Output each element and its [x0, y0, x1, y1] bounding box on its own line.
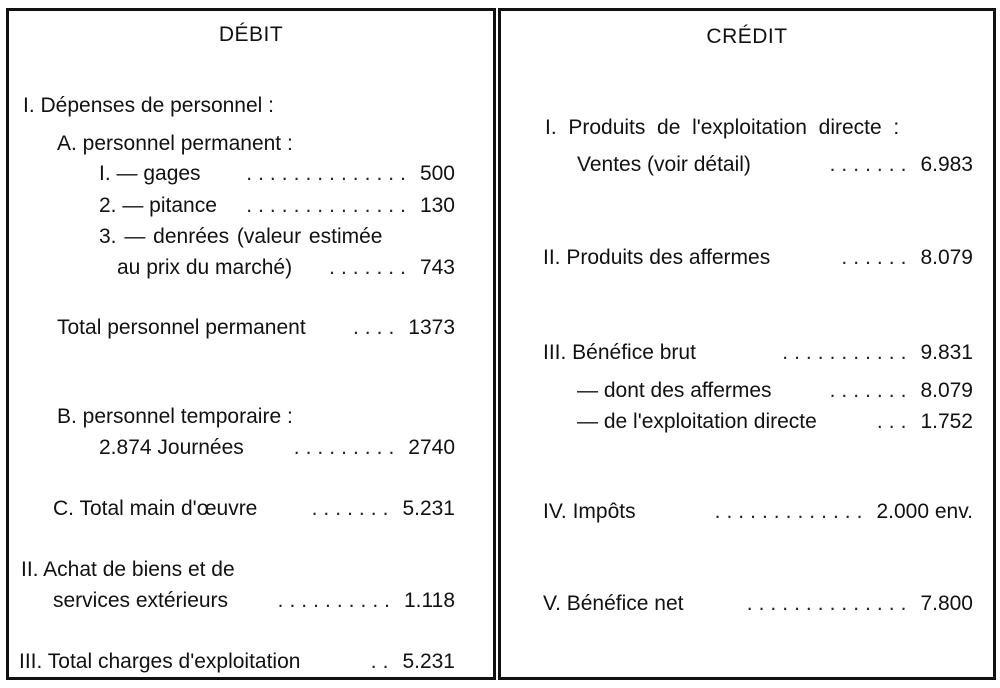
impots-value: 2.000 env. [876, 500, 973, 523]
ventes-label: Ventes (voir détail) [577, 153, 751, 176]
gages-value: 500 [419, 162, 455, 185]
exploitation-directe-row [577, 409, 973, 435]
journees-row [99, 435, 455, 461]
leader-dots: .............. [246, 162, 412, 185]
denrees-line: 3. — denrées (valeur estimée [99, 225, 383, 248]
denrees-row [117, 255, 455, 281]
external-purchases-line: II. Achat de biens et de [21, 558, 235, 581]
temporary-staff-title: B. personnel temporaire : [57, 405, 293, 428]
affermes-label: II. Produits des affermes [543, 246, 771, 269]
leader-dots: .......... [277, 589, 396, 612]
leader-dots: ....... [329, 256, 412, 279]
total-charges-label: III. Total charges d'exploitation [19, 650, 301, 673]
leader-dots: ....... [311, 497, 395, 520]
total-main-value: 5.231 [402, 497, 455, 520]
dont-affermes-value: 8.079 [920, 379, 973, 402]
services-label: services extérieurs [53, 589, 229, 612]
journees-label: 2.874 Journées [99, 436, 244, 459]
total-main-row [53, 496, 455, 522]
leader-dots: ...... [841, 246, 913, 269]
services-value: 1.118 [404, 589, 455, 612]
benefice-brut-row [543, 340, 973, 366]
services-row [53, 588, 455, 614]
leader-dots: .... [352, 316, 401, 339]
exploitation-directe-value: 1.752 [920, 410, 973, 433]
journees-value: 2740 [408, 436, 455, 459]
pitance-label: 2. — pitance [99, 194, 217, 217]
benefice-net-label: V. Bénéfice net [543, 592, 684, 615]
leader-dots: ........... [782, 341, 913, 364]
credit-header: CRÉDIT [706, 25, 788, 48]
leader-dots: .............. [246, 194, 412, 217]
leader-dots: ......... [293, 436, 401, 459]
dont-affermes-label: — dont des affermes [577, 379, 772, 402]
pitance-row [99, 193, 455, 219]
leader-dots: .. [370, 650, 395, 673]
leader-dots: ............. [714, 500, 869, 523]
direct-operations-title: I. Produits de l'exploitation directe : [545, 116, 900, 139]
benefice-brut-value: 9.831 [920, 341, 973, 364]
impots-row [543, 499, 973, 525]
affermes-value: 8.079 [920, 246, 973, 269]
total-charges-row [19, 649, 455, 675]
personnel-expenses-title: I. Dépenses de personnel : [23, 94, 274, 117]
gages-label: I. — gages [99, 162, 201, 185]
ventes-value: 6.983 [920, 153, 973, 176]
benefice-net-row [543, 591, 973, 617]
leader-dots: ....... [829, 379, 913, 402]
total-permanent-value: 1373 [408, 316, 455, 339]
total-main-label: C. Total main d'œuvre [53, 497, 258, 520]
gages-row [99, 161, 455, 187]
affermes-row [543, 245, 973, 271]
ventes-row [577, 152, 973, 178]
leader-dots: ... [876, 410, 913, 433]
leader-dots: ....... [829, 153, 913, 176]
credit-column [498, 8, 996, 680]
denrees-value: 743 [419, 256, 455, 279]
exploitation-directe-label: — de l'exploitation directe [577, 410, 817, 433]
denrees-label: au prix du marché) [117, 256, 293, 279]
permanent-staff-title: A. personnel permanent : [57, 132, 293, 155]
total-charges-value: 5.231 [402, 650, 455, 673]
dont-affermes-row [577, 378, 973, 404]
leader-dots: .............. [746, 592, 913, 615]
debit-column [6, 8, 496, 680]
benefice-brut-label: III. Bénéfice brut [543, 341, 696, 364]
total-permanent-row [57, 315, 455, 341]
benefice-net-value: 7.800 [920, 592, 973, 615]
pitance-value: 130 [419, 194, 455, 217]
total-permanent-label: Total personnel permanent [57, 316, 306, 339]
debit-header: DÉBIT [218, 23, 284, 46]
impots-label: IV. Impôts [543, 500, 636, 523]
